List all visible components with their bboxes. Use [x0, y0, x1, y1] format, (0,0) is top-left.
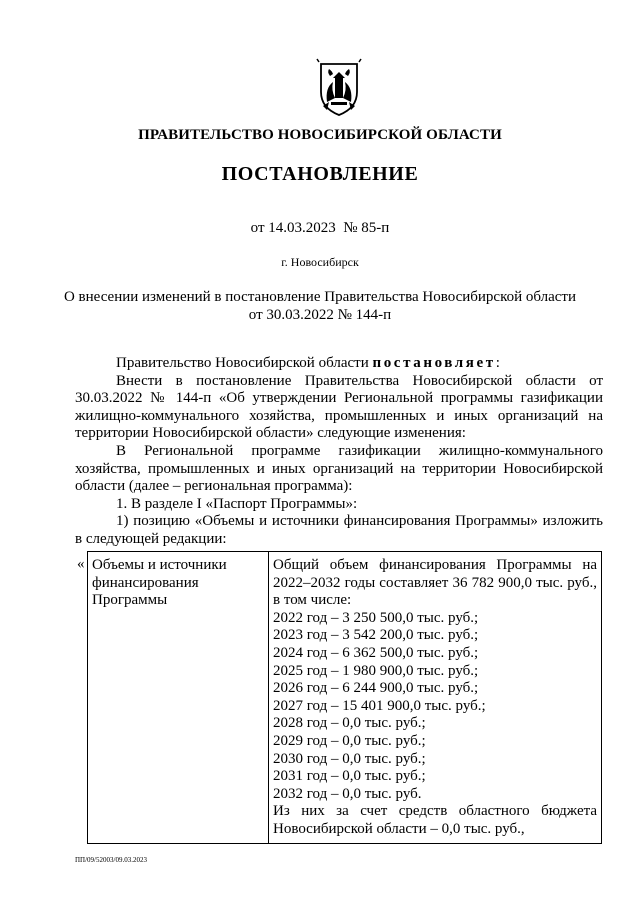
resolution-text: Правительство Новосибирской области — [116, 355, 373, 371]
year-line: 2030 год – 0,0 тыс. руб.; — [273, 750, 426, 767]
table-cell-label — [88, 552, 269, 844]
year-line: 2026 год – 6 244 900,0 тыс. руб.; — [273, 680, 479, 697]
resolution-keyword: постановляет — [372, 355, 496, 371]
year-line: 2025 год – 1 980 900,0 тыс. руб.; — [273, 662, 479, 679]
budget-line: Из них за счет средств областного бюджета — [273, 803, 597, 820]
financing-table — [87, 551, 602, 844]
table-row — [88, 552, 602, 844]
financing-intro: Общий объем финансирования Программы на 2022–2032 годы составляет 36 782 900,0 тыс. руб., в том числе: — [273, 557, 597, 609]
subject-line: от 30.03.2022 № 144-п — [248, 307, 392, 323]
document-type-title: ПОСТАНОВЛЕНИЕ — [221, 163, 419, 185]
year-line: 2023 год – 3 542 200,0 тыс. руб.; — [273, 627, 479, 644]
label-line: финансирования — [92, 574, 199, 591]
year-line: 2032 год – 0,0 тыс. руб. — [273, 785, 422, 802]
opening-quote: « — [77, 556, 85, 572]
year-line: 2029 год – 0,0 тыс. руб.; — [273, 732, 426, 749]
body-paragraph: 1. В разделе I «Паспорт Программы»: — [116, 495, 358, 512]
label-line: Объемы и источники — [92, 557, 227, 573]
table-cell-value — [269, 552, 602, 844]
body-paragraph: Внести в постановление Правительства Новосибирской области от 30.03.2022 № 144-п «Об утверждении Региональной программы газификации жилищно-коммунального хозяйства, промышленных и иных организаций на территории Новосибирской области» следующие изменения: — [75, 372, 603, 442]
document-date-number: от 14.03.2023 № 85-п — [250, 220, 390, 236]
document-code: ПП/09/52003/09.03.2023 — [75, 856, 147, 864]
budget-line: Новосибирской области – 0,0 тыс. руб., — [273, 820, 525, 837]
year-line: 2027 год – 15 401 900,0 тыс. руб.; — [273, 697, 486, 714]
document-city: г. Новосибирск — [281, 255, 359, 269]
document-subject — [0, 288, 640, 324]
resolution-colon: : — [495, 355, 500, 371]
year-line: 2022 год – 3 250 500,0 тыс. руб.; — [273, 609, 479, 626]
organization-title: ПРАВИТЕЛЬСТВО НОВОСИБИРСКОЙ ОБЛАСТИ — [138, 127, 502, 143]
label-line: Программы — [92, 592, 168, 609]
year-line: 2028 год – 0,0 тыс. руб.; — [273, 715, 426, 732]
document-body — [75, 355, 603, 549]
body-paragraph: В Региональной программе газификации жилищно-коммунального хозяйства, промышленных и иных организаций на территории Новосибирской области (далее – региональная программа): — [75, 442, 603, 495]
year-line: 2024 год – 6 362 500,0 тыс. руб.; — [273, 644, 479, 661]
resolution-paragraph — [75, 355, 603, 373]
year-line: 2031 год – 0,0 тыс. руб.; — [273, 768, 426, 785]
subject-line: О внесении изменений в постановление Правительства Новосибирской области — [63, 289, 577, 305]
body-paragraph: 1) позицию «Объемы и источники финансирования Программы» изложить в следующей редакции: — [75, 513, 603, 547]
coat-of-arms-icon — [313, 58, 365, 118]
